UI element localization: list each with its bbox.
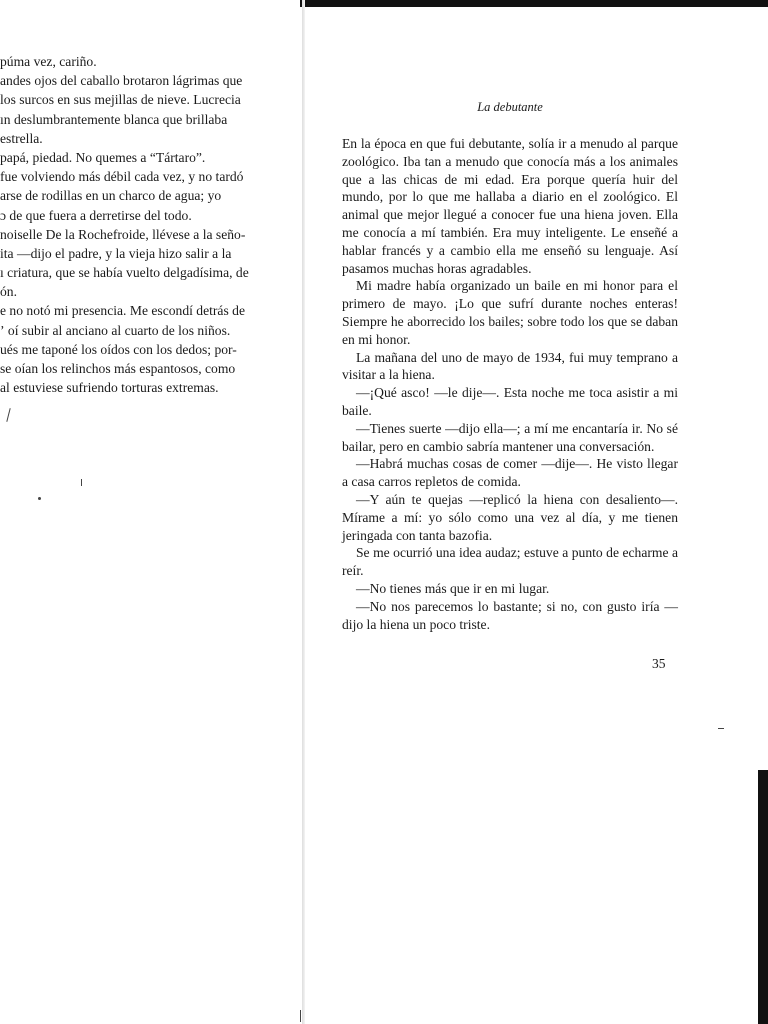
right-page-text xyxy=(342,135,678,633)
running-head: La debutante xyxy=(477,100,543,114)
paragraph: —Tienes suerte —dijo ella—; a mí me encantaría ir. No sé bailar, pero en cambio sabría mantener una conversación. xyxy=(342,420,678,454)
stray-pen-mark xyxy=(6,408,10,422)
left-line: ita —dijo el padre, y la vieja hizo salir a la xyxy=(0,245,232,261)
left-line: púma vez, cariño. xyxy=(0,54,97,69)
left-line: ʼ oí subir al anciano al cuarto de los niños. xyxy=(0,322,231,338)
left-line: arse de rodillas en un charco de agua; yo xyxy=(0,188,222,204)
left-page-text xyxy=(0,52,300,397)
scan-shadow-top xyxy=(300,0,768,7)
paragraph: —No nos parecemos lo bastante; si no, con gusto iría —dijo la hiena un poco triste. xyxy=(342,598,678,632)
page-number: 35 xyxy=(652,656,666,671)
left-line: andes ojos del caballo brotaron lágrimas que xyxy=(0,73,243,89)
left-line: noiselle De la Rochefroide, llévese a la seño- xyxy=(0,226,246,242)
paragraph: —¡Qué asco! —le dije—. Esta noche me toca asistir a mi baile. xyxy=(342,385,678,418)
scan-shadow-edge xyxy=(758,770,768,1024)
left-line: los surcos en sus mejillas de nieve. Lucrecia xyxy=(0,92,241,108)
stray-speck xyxy=(81,479,82,486)
paragraph: Mi madre había organizado un baile en mi honor para el primero de mayo. ¡Lo que sufrí durante noches enteras! Siempre he aborrecido los bailes; sobre todo los que se daban en mi honor. xyxy=(342,278,678,347)
left-line: ón. xyxy=(0,284,17,300)
left-line: ı criatura, que se había vuelto delgadísima, de xyxy=(0,265,249,281)
left-line: al estuviese sufriendo torturas extremas. xyxy=(0,380,219,396)
paragraph: —No tienes más que ir en mi lugar. xyxy=(356,580,550,596)
left-line: ués me taponé los oídos con los dedos; por- xyxy=(0,341,237,357)
stray-speck xyxy=(718,728,724,729)
paragraph: —Habrá muchas cosas de comer —dije—. He visto llegar a casa carros repletos de comida. xyxy=(342,456,678,490)
stray-speck xyxy=(38,497,41,500)
left-line: papá, piedad. No quemes a “Tártaro”. xyxy=(0,149,206,165)
paragraph: La mañana del uno de mayo de 1934, fui muy temprano a visitar a la hiena. xyxy=(342,349,678,383)
left-line: ɔ de que fuera a derretirse del todo. xyxy=(0,207,192,223)
left-line: ın deslumbrantemente blanca que brillaba xyxy=(0,111,228,127)
paragraph: En la época en que fui debutante, solía ir a menudo al parque zoológico. Iba tan a menudo que conocía más a los animales que a las chicas de mi edad. Era porque quería huir del mundo, por lo que me hallaba a diario en el zoológico. El animal que mejor llegué a conocer fue una hiena joven. Ella me conocía a mí también. Era muy inteligente. Le enseñé a hablar francés y a cambio ella me enseñó su lenguaje. Así pasamos muchas horas agradables. xyxy=(342,136,678,276)
book-gutter xyxy=(302,0,305,1024)
left-line: se oían los relinchos más espantosos, como xyxy=(0,361,236,376)
paragraph: Se me ocurrió una idea audaz; estuve a punto de echarme a reír. xyxy=(342,545,678,579)
left-line: estrella. xyxy=(0,130,43,146)
paragraph: —Y aún te quejas —replicó la hiena con desaliento—. Mírame a mí: yo sólo como una vez al día, y me tienen jeringada con tanta bazofia. xyxy=(342,491,678,543)
left-line: fue volviendo más débil cada vez, y no tardó xyxy=(0,169,244,185)
stray-speck xyxy=(300,1010,301,1022)
left-line: e no notó mi presencia. Me escondí detrás de xyxy=(0,303,245,319)
